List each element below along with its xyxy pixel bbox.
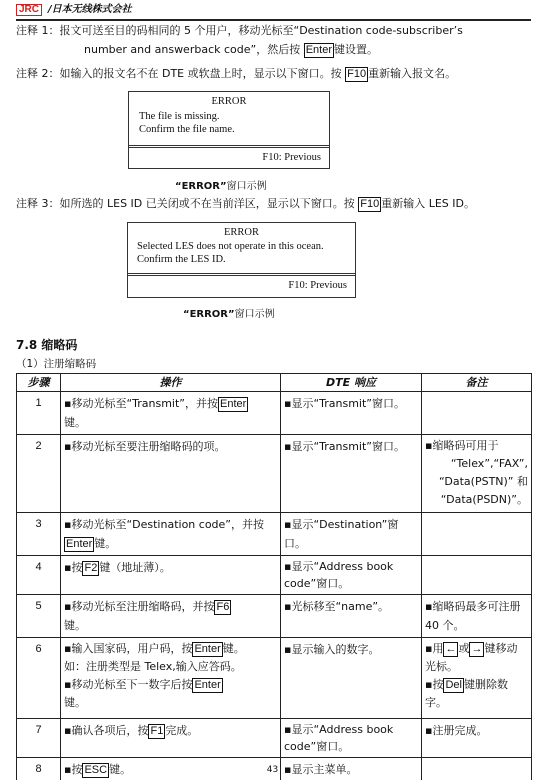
error-1-line-2: Confirm the file name. (139, 124, 235, 135)
enter-key: Enter (66, 538, 93, 550)
enter-key: Enter (220, 398, 247, 410)
error-1-divider (129, 145, 329, 148)
note-line: “Data(PSTN)” 和 (439, 475, 528, 488)
note-cell: ▪注册完成。 (422, 719, 532, 758)
error-1-footer: F10: Previous (262, 152, 321, 163)
error-2-line-1: Selected LES does not operate in this ocean. (137, 241, 324, 252)
note-cell (422, 513, 532, 556)
operation-cell: ▪移动光标至要注册缩略码的项。 (61, 435, 281, 513)
f1-key: F1 (150, 725, 164, 737)
f10-key: F10 (347, 68, 367, 80)
jrc-logo: JRC (16, 4, 42, 16)
header-dte: DTE 响应 (281, 374, 422, 392)
note-cell (422, 556, 532, 595)
enter-key: Enter (305, 44, 333, 56)
header-step: 步骤 (17, 374, 61, 392)
op-text: 键。 (222, 642, 245, 655)
note-cell: ▪缩略码最多可注册 40 个。 (422, 595, 532, 638)
enter-key: Enter (194, 679, 221, 691)
note-1-text-b: number and answerback code”，然后按 (84, 43, 301, 56)
table-row (17, 556, 532, 595)
f6-key: F6 (216, 601, 230, 613)
step-cell: 8 (17, 758, 61, 780)
op-text: ▪按 (64, 763, 83, 776)
op-text: 键。 (64, 416, 86, 429)
note-3-text-a: 如所选的 LES ID 已关闭或不在当前洋区，显示以下窗口。按 (59, 197, 355, 210)
step-cell: 5 (17, 595, 61, 638)
error-1-caption-a: “ERROR” (175, 181, 227, 192)
step-cell: 1 (17, 392, 61, 435)
error-2-footer: F10: Previous (288, 280, 347, 291)
dte-cell: ▪显示“Address book code”窗口。 (281, 719, 422, 758)
note-1 (16, 21, 463, 40)
note-2-label: 注释 2： (16, 67, 60, 80)
enter-key: Enter (194, 643, 221, 655)
op-text: ▪按 (64, 561, 83, 574)
note-2-text-b: 重新输入报文名。 (368, 67, 457, 80)
note-text: ▪用 (425, 642, 444, 655)
header-operation: 操作 (61, 374, 281, 392)
note-1-label: 注释 1： (16, 24, 60, 37)
note-cell (422, 435, 532, 513)
header-note: 备注 (422, 374, 532, 392)
note-3-text-b: 重新输入 LES ID。 (381, 197, 476, 210)
note-line: “Data(PSDN)”。 (440, 493, 528, 506)
op-text: 完成。 (165, 724, 199, 737)
op-text: 键（地址薄）。 (99, 561, 171, 574)
op-text: 如：注册类型是 Telex,输入应答码。 (64, 660, 242, 673)
op-text: ▪输入国家码，用户码，按 (64, 642, 193, 655)
error-1-caption (175, 177, 267, 192)
step-cell: 4 (17, 556, 61, 595)
op-text: ▪移动光标至注册缩略码，并按 (64, 600, 215, 613)
error-window-2 (127, 222, 356, 298)
section-title: 7.8 缩略码 (16, 338, 78, 352)
note-3-label: 注释 3： (16, 197, 60, 210)
dte-cell: ▪显示主菜单。 (281, 758, 422, 780)
error-2-divider (128, 273, 355, 276)
right-arrow-key-icon: → (471, 643, 483, 655)
subsection-title: （1）注册缩略码 (16, 358, 97, 370)
dte-cell: ▪显示“Transmit”窗口。 (281, 435, 422, 513)
error-2-line-2: Confirm the LES ID. (137, 254, 226, 265)
table-row (17, 513, 532, 556)
table-row (17, 435, 532, 513)
op-text: ▪确认各项后，按 (64, 724, 149, 737)
note-3 (16, 194, 475, 213)
error-1-title: ERROR (211, 96, 247, 107)
op-text: 键。 (94, 537, 117, 550)
dte-cell: ▪显示“Destination”窗口。 (281, 513, 422, 556)
op-text: ▪移动光标至“Transmit”，并按 (64, 397, 219, 410)
op-text: ▪移动光标至下一数字后按 (64, 678, 193, 691)
operation-cell (61, 392, 281, 435)
f2-key: F2 (84, 562, 98, 574)
table-row (17, 638, 532, 719)
error-2-caption (183, 305, 275, 320)
note-2 (16, 64, 456, 83)
operation-cell (61, 556, 281, 595)
step-cell: 7 (17, 719, 61, 758)
step-cell: 3 (17, 513, 61, 556)
dte-cell: ▪显示“Transmit”窗口。 (281, 392, 422, 435)
op-text: 键。 (64, 619, 86, 632)
esc-key: ESC (84, 764, 108, 776)
op-text: 键。 (64, 696, 86, 709)
dte-cell: ▪显示“Address book code”窗口。 (281, 556, 422, 595)
error-2-caption-a: “ERROR” (183, 309, 235, 320)
del-key: Del (445, 679, 462, 691)
dte-cell: ▪光标移至“name”。 (281, 595, 422, 638)
op-text: ▪移动光标至“Destination code”，并按 (64, 518, 264, 531)
abbreviation-register-table (16, 373, 532, 780)
page-number: 43 (266, 765, 279, 775)
note-text: 或 (458, 642, 470, 655)
left-arrow-key-icon: ← (445, 643, 457, 655)
note-text: ▪按 (425, 678, 444, 691)
note-cell (422, 638, 532, 719)
operation-cell (61, 595, 281, 638)
note-text: 键删除数字。 (425, 678, 508, 709)
note-2-text-a: 如输入的报文名不在 DTE 或软盘上时，显示以下窗口。按 (59, 67, 342, 80)
operation-cell (61, 719, 281, 758)
note-line: “Telex”,“FAX”, (450, 457, 528, 470)
error-window-1 (128, 91, 330, 169)
step-cell: 6 (17, 638, 61, 719)
step-cell: 2 (17, 435, 61, 513)
dte-cell: ▪显示输入的数字。 (281, 638, 422, 719)
table-row (17, 719, 532, 758)
note-line: ▪缩略码可用于 (425, 439, 499, 452)
op-text: 键。 (109, 763, 132, 776)
error-2-title: ERROR (223, 227, 259, 238)
note-text: 键移动光标。 (425, 642, 518, 673)
f10-key-2: F10 (360, 198, 380, 210)
operation-cell (61, 513, 281, 556)
error-2-caption-b: 窗口示例 (234, 309, 275, 320)
company-name: /日本无线株式会社 (48, 4, 132, 15)
table-header-row (17, 374, 532, 392)
error-1-caption-b: 窗口示例 (226, 181, 267, 192)
table-row (17, 595, 532, 638)
note-1-cont (84, 40, 378, 59)
page-header (16, 4, 532, 18)
operation-cell (61, 638, 281, 719)
table-row (17, 392, 532, 435)
note-cell (422, 392, 532, 435)
error-1-line-1: The file is missing. (139, 111, 220, 122)
note-1-text-c: 键设置。 (334, 43, 379, 56)
note-1-text-a: 报文可送至目的码相同的 5 个用户，移动光标至“Destination code-subscriber’s (59, 24, 463, 37)
